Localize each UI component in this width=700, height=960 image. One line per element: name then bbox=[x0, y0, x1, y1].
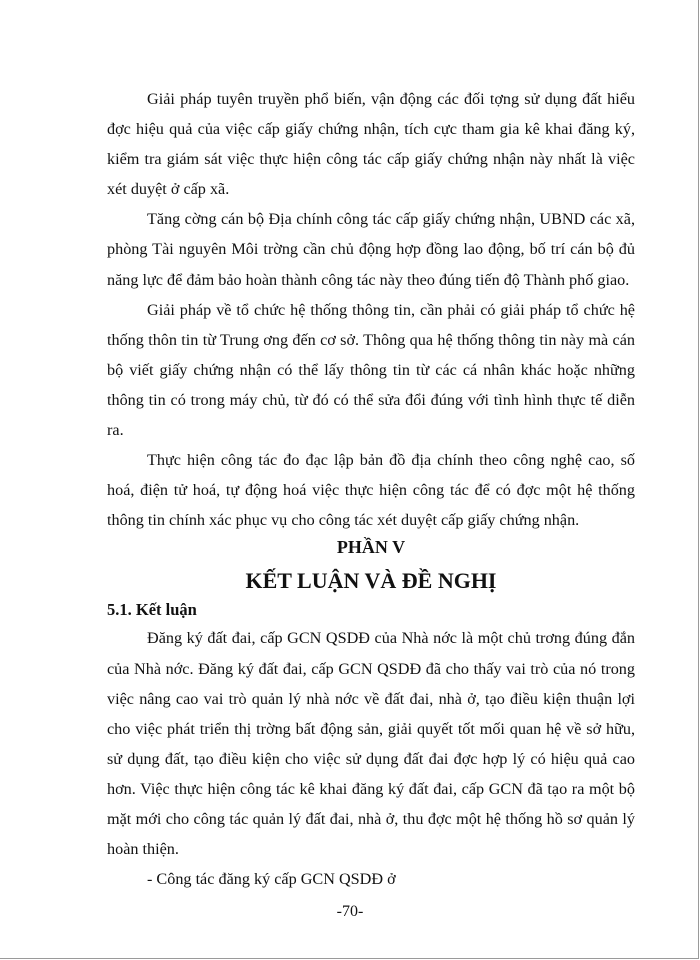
paragraph-propaganda: Giải pháp tuyên truyền phổ biến, vận động các đối tợng sử dụng đất hiểu đợc hiệu quả của việc cấp giấy chứng nhận, tích cực tham gia kê khai đăng ký, kiểm tra giám sát việc thực hiện công tác cấp giấy chứng nhận này nhất là việc xét duyệt ở cấp xã. bbox=[107, 90, 635, 199]
subheading-conclusion: 5.1. Kết luận bbox=[107, 600, 197, 620]
paragraph-conclusion: Đăng ký đất đai, cấp GCN QSDĐ của Nhà nớc là một chủ trơng đúng đắn của Nhà nớc. Đăng ký đất đai, cấp GCN QSDĐ đã cho thấy vai trò của nó trong việc nâng cao vai trò quản lý nhà nớc về đất đai, nhà ở, tạo điều kiện thuận lợi cho việc phát triển thị trờng bất động sản, giải quyết tốt mối quan hệ về sở hữu, sử dụng đất, tạo điều kiện cho việc sử dụng đất đai đợc hợp lý có hiệu quả cao hơn. Việc thực hiện công tác kê khai đăng ký đất đai, cấp GCN đã tạo ra một bộ mặt mới cho công tác quản lý đất đai, nhà ở, thu đợc một hệ thống hồ sơ quản lý hoàn thiện. bbox=[107, 629, 635, 859]
dash-item: - Công tác đăng ký cấp GCN QSDĐ ở bbox=[147, 870, 396, 889]
part-label: PHẦN V bbox=[336, 537, 406, 558]
paragraph-staffing: Tăng cờng cán bộ Địa chính công tác cấp giấy chứng nhận, UBND các xã, phòng Tài nguyên Môi trờng cần chủ động hợp đồng lao động, bố trí cán bộ đủ năng lực để đảm bảo hoàn thành công tác này theo đúng tiến độ Thành phố giao. bbox=[107, 210, 635, 289]
part-title: KẾT LUẬN VÀ ĐỀ NGHỊ bbox=[245, 568, 497, 594]
page-number: -70- bbox=[336, 903, 364, 920]
paragraph-cadastral-mapping: Thực hiện công tác đo đạc lập bản đồ địa chính theo công nghệ cao, số hoá, điện tử hoá, tự động hoá việc thực hiện công tác để có đợc một hệ thống thông tin chính xác phục vụ cho công tác xét duyệt cấp giấy chứng nhận. bbox=[107, 451, 635, 530]
document-body bbox=[107, 84, 635, 894]
paragraph-information-system: Giải pháp về tổ chức hệ thống thông tin, cần phải có giải pháp tổ chức hệ thống thôn tin từ Trung ơng đến cơ sở. Thông qua hệ thống thông tin này mà cán bộ viết giấy chứng nhận có thể lấy thông tin từ các cá nhân khác hoặc những thông tin có trong máy chủ, từ đó có thể sửa đổi đúng với tình hình thực tế diễn ra. bbox=[107, 300, 635, 440]
